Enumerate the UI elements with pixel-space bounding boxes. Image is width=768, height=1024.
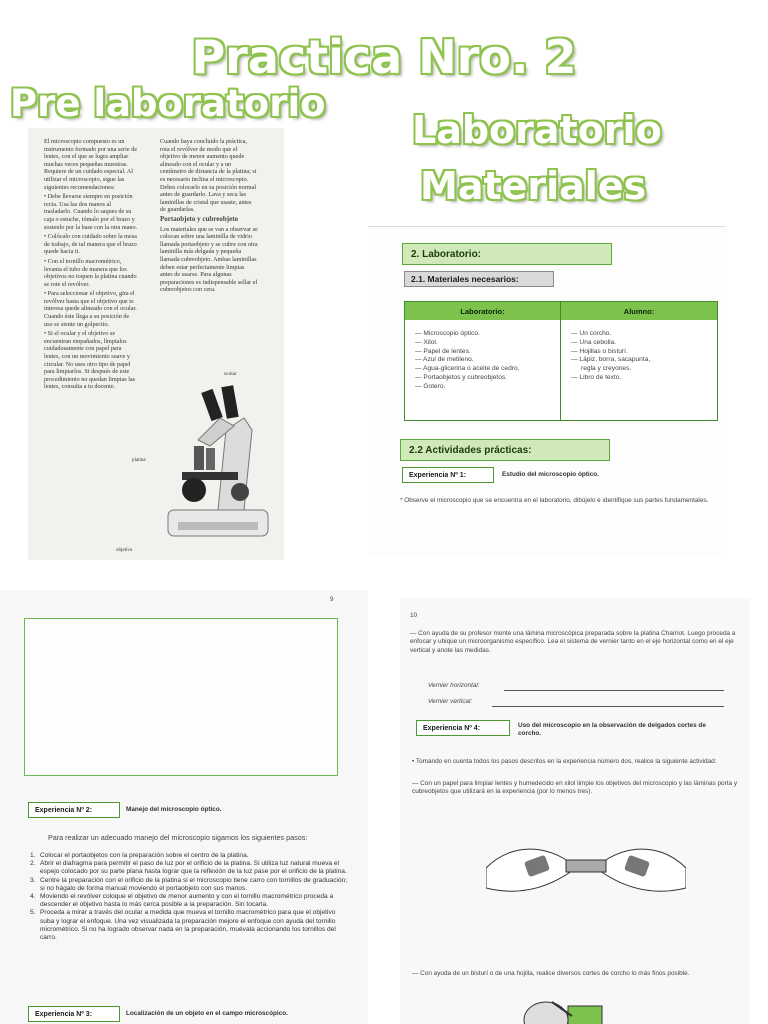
list-item: — Papel de lentes. [415,347,471,355]
step-number: 3. [30,876,36,884]
page10-scan [400,598,750,1024]
prelab-paragraph: • Para seleccionar el objetivo, gira el revólver hasta que el objetivo que te interesa quede alineado con el ocular. Cuando éste llega a su posición de uso se siente un golpecito. [44,290,137,328]
page-number: 10 [410,612,418,619]
list-item [30,860,350,876]
list-item [30,877,350,893]
exp1-title: Estudio del microscopio óptico. [502,471,599,478]
step-number: 1. [30,852,36,859]
exp2-title: Manejo del microscopio óptico. [126,806,222,813]
drawing-box [24,618,338,776]
step-text: Proceda a mirar a través del ocular a medida que mueva el tornillo macrométrico para que el objetivo suba y lograr el enfoque. Una vez visualizada la preparación mejore el enfoque con ayuda del tornillo micrométrico. Si no ha logrado observar nada en la preparación, muévala accionando los tornillos del carro. [40,909,336,942]
prelab-scan [28,128,284,560]
prelab-paragraph: • Si el ocular y el objetivo se encuentran empañados, límpialos cuidadosamente con papel para lentes, con un movimiento suave y circular. No uses otro tipo de papel para limpiarlos. Si después de este procedimiento no quedan limpias las lentes, consulta a tu docente. [44,330,136,391]
pre-lab-heading: Pre laboratorio [10,82,326,125]
prelab-column-1 [44,138,138,393]
label-objetivo: objetivo [116,548,133,553]
step-text: Colocar el portaobjetos con la preparación sobre el centro de la platina. [40,852,249,859]
list-item [30,909,350,942]
prelab-paragraph: Los materiales que se van a observar se colocan sobre una laminilla de vidrio llamada portaobjeto y se cubre con otra laminilla más delgada y pequeña llamada cubreobjeto. Ambas laminillas deben estar perfectamente limpias antes de usarse. Para algunas preparaciones es indispensable sellar el cubreobjetos con cera. [160,225,258,294]
lab-items-list [415,330,555,392]
exp4-label: Experiencia Nº 4: [416,720,510,736]
label-platina: platina [132,458,146,463]
step-text: Abrir el diafragma para permitir el paso de luz por el orificio de la platina. Si utiliza luz natural mueva el espejo colocado por su parte plana hasta lograr que la reflexión de la luz pase por el orificio de la platina. [40,860,347,876]
list-item: — Libro de texto. [571,373,622,381]
list-item [30,893,350,909]
p10-paragraph: — Con un papel para limpiar lentes y humedecido en xilol limpie los objetivos del microscopio y las láminas porta y cubreobjetos que utilizará en la experiencia (por lo menos tres). [412,780,738,796]
lab-heading: Laboratorio [412,108,662,152]
exp2-label: Experiencia Nº 2: [28,802,120,818]
table-header-student: Alumno: [561,302,717,320]
prelab-column-2 [160,138,258,296]
list-item: — Agua-glicerina o aceite de cedro. [415,365,520,373]
prelab-subheading: Portaobjeto y cubreobjeto [160,214,239,223]
list-item: — Una cebolla. [571,338,617,346]
lab-section-title: 2. Laboratorio: [402,243,612,265]
step-number: 4. [30,893,36,901]
list-item [30,852,350,860]
table-header-lab: Laboratorio: [405,302,560,320]
page-title: Practica Nro. 2 [191,30,577,84]
prelab-paragraph: Cuando haya concluido la práctica, rota el revólver de modo que el objetivo de menor aumento quede alineado con el ocular y a un centímetro de distancia de la platina; si es necesario inclina el microscopio. Debes colocarlo en su posición normal antes de guardarlo. Lava y seca las laminillas de cristal que usaste, antes de guardarlas. [160,138,257,214]
microscope-illustration [148,360,278,550]
vernier-vertical-label: Vernier vertical: [428,698,473,705]
list-item: regla y creyones. [581,365,632,373]
list-item: — Microscopio óptico. [415,330,480,337]
lab-scan [368,226,726,555]
list-item: — Un corcho. [571,330,612,337]
activities-subtitle: 2.2 Actividades prácticas: [400,439,610,461]
prelab-paragraph: • Con el tornillo macrométrico, levanta el tubo de manera que los objetivos no toquen la platina cuando se rote el revólver. [44,257,137,288]
list-item: — Portaobjetos y cubreobjetos. [415,373,507,381]
cleaning-hands-illustration [486,828,686,918]
page9-scan [0,590,368,1024]
step-number: 5. [30,909,36,917]
p10-paragraph: — Con ayuda de su profesor monte una lámina microscópica preparada sobre la platina Charriot. Luego proceda a enfocar y ubique un microorganismo específico. Lea el sistema de vernier tanto en el eje horizontal como en el eje vertical y anote las medidas. [410,630,736,654]
exp3-label: Experiencia Nº 3: [28,1006,120,1022]
cork-cutting-illustration [518,998,608,1024]
list-item: — Hojillas o bisturí. [571,347,628,355]
list-item: — Lápiz, borra, sacapunta, [571,356,651,364]
exp4-title: Uso del microscopio en la observación de delgados cortes de corcho. [518,722,706,738]
p10-paragraph: — Con ayuda de un bisturí o de una hojilla, realice diversos cortes de corcho lo más finos posible. [412,970,690,977]
prelab-paragraph: • Colócalo con cuidado sobre la mesa de trabajo, de tal manera que el brazo quede hacia ti. [44,233,137,256]
student-items-list [571,330,711,383]
list-item: — Azul de metileno. [415,356,474,364]
exp1-label: Experiencia Nº 1: [402,467,494,483]
materials-table [404,301,718,421]
materials-heading: Materiales [420,164,647,208]
exp2-intro: Para realizar un adecuado manejo del microscopio sigamos los siguientes pasos: [48,833,308,842]
label-ocular: ocular [224,372,237,377]
list-item: — Xilol. [415,338,438,346]
step-text: Centre la preparación con el orificio de la platina si el microscopio tiene carro con tornillos de graduación; si no hágalo de forma manual moviendo el portaobjeto con sus manos. [40,876,348,892]
list-item: — Gotero. [415,382,446,390]
exp1-text: * Observe el microscopio que se encuentra en el laboratorio, dibújelo e identifique sus partes fundamentales. [400,497,709,504]
prelab-paragraph: • Debe llevarse siempre en posición recta. Usa las dos manos al trasladarlo. Cuando lo saques de su caja o estuche, tómalo por el brazo y sostenlo por la base con la otra mano. [44,193,138,231]
p10-paragraph: • Tomando en cuenta todos los pasos descritos en la experiencia número dos, realice la siguiente actividad: [412,758,717,765]
exp3-title: Localización de un objeto en el campo microscópico. [126,1010,288,1017]
step-number: 2. [30,860,36,868]
prelab-paragraph: El microscopio compuesto es un instrumento formado por una serie de lentes, con el que se logra ampliar muchas veces pequeñas muestras. Requiere de un cuidado especial. Al utilizar el microscopio, sigue las siguientes recomendaciones: [44,138,137,191]
vernier-horizontal-label: Vernier horizontal: [428,682,480,689]
page-number: 9 [330,596,334,603]
steps-list [30,852,350,942]
step-text: Moviendo el revólver coloque el objetivo de menor aumento y con el tornillo macrométrico proceda a descender el objetivo hasta lo más cerca posible a la preparación. Sin tocarla. [40,893,334,909]
materials-subtitle: 2.1. Materiales necesarios: [404,271,554,287]
